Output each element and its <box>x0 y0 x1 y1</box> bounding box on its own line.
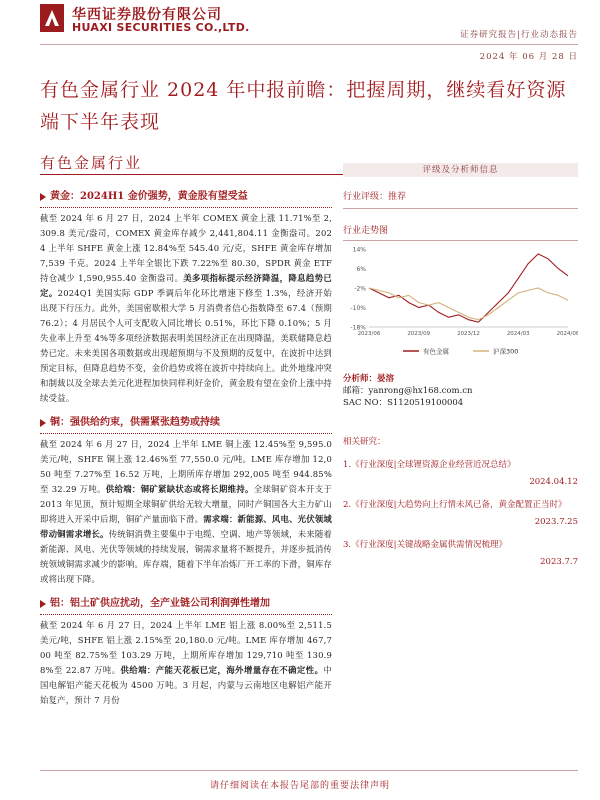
section-heading: 铝：铝土矿供应扰动，全产业链公司利润弹性增加 <box>40 597 332 611</box>
report-title: 有色金属行业 2024 年中报前瞻：把握周期，继续看好资源端下半年表现 <box>40 79 567 133</box>
sidebar-title: 评级及分析师信息 <box>343 163 578 177</box>
x-tick-label: 2024/06 <box>556 331 578 337</box>
y-tick-label: -18% <box>350 324 366 332</box>
main-content <box>40 180 332 708</box>
series-line-1 <box>369 288 568 320</box>
industry-heading: 有色金属行业 <box>40 154 143 172</box>
x-tick-label: 2023/09 <box>407 331 431 337</box>
y-tick-label: -2% <box>354 285 366 293</box>
section-copper <box>40 416 332 587</box>
huaxi-logo-icon <box>40 4 64 32</box>
section-heading: 黄金：2024H1 金价强势，黄金股有望受益 <box>40 190 332 204</box>
related-research-date: 2024.04.12 <box>529 477 578 487</box>
section-aluminum <box>40 597 332 708</box>
trend-chart-svg <box>343 243 578 363</box>
legend-label: 有色金属 <box>423 347 449 356</box>
footer-divider <box>40 770 578 771</box>
analyst-email[interactable]: 邮箱：yanrong@hx168.com.cn <box>343 386 473 396</box>
bullet-arrow-icon <box>40 193 46 201</box>
section-rule <box>40 614 332 615</box>
y-tick-label: -10% <box>350 305 366 312</box>
section-gold <box>40 190 332 406</box>
industry-rating: 行业评级：推荐 <box>343 189 578 209</box>
y-tick-label: 6% <box>356 266 366 273</box>
related-research-title: 相关研究： <box>343 437 386 447</box>
report-type: 证券研究报告|行业动态报告 <box>460 30 578 40</box>
related-research-item[interactable]: 3.《行业深度|关键战略金属供需情况梳理》 <box>343 540 507 550</box>
section-rule <box>40 207 332 208</box>
related-research-date: 2023.7.25 <box>534 517 578 527</box>
analyst-sac: SAC NO：S1120519100004 <box>343 398 464 408</box>
related-research-item[interactable]: 1.《行业深度|全球锂资源企业经营近况总结》 <box>343 460 516 470</box>
header-divider <box>40 44 578 45</box>
section-body: 截至 2024 年 6 月 27 日，2024 上半年 LME 铝上涨 8.00%至 2,511.5 美元/吨，SHFE 铝上涨 2.15%至 20,180.0 元/吨。LME 库存增加 467,700 吨至 82.75%至 103.29 万吨，上期所库存增加 129,710 吨至 130.98%至 22.87 万吨。供给端：产能天花板已定，海外增量存在不确定性。中国电解铝产能天花板为 4500 万吨。3 月起，内蒙与云南地区电解铝产能开始复产，预计 7 月份 <box>40 620 332 705</box>
bullet-arrow-icon <box>40 419 46 427</box>
section-heading: 铜：强供给约束，供需紧张趋势或持续 <box>40 416 332 430</box>
y-tick-label: 14% <box>352 246 366 254</box>
trend-chart-title: 行业走势图 <box>343 223 578 241</box>
sidebar <box>343 163 578 567</box>
company-name-cn: 华西证券股份有限公司 <box>72 7 222 23</box>
legal-notice: 请仔细阅读在本报告尾部的重要法律声明 <box>209 781 390 791</box>
analyst-name: 分析师：晏溶 <box>343 374 395 384</box>
bullet-arrow-icon <box>40 600 46 608</box>
x-tick-label: 2023/12 <box>457 331 480 337</box>
trend-chart <box>343 243 578 363</box>
x-tick-label: 2024/03 <box>506 331 530 337</box>
header <box>0 0 600 40</box>
x-tick-label: 2023/06 <box>357 331 381 337</box>
section-rule <box>40 433 332 434</box>
company-name-en: HUAXI SECURITIES CO.,LTD. <box>72 21 250 34</box>
related-research-item[interactable]: 2.《行业深度|大趋势向上行情未风已备，黄金配置正当时》 <box>343 500 567 510</box>
related-research-date: 2023.7.7 <box>540 557 578 567</box>
report-date: 2024 年 06 月 28 日 <box>479 52 578 62</box>
section-body: 截至 2024 年 6 月 27 日，2024 上半年 LME 铜上涨 12.45%至 9,595.0 美元/吨，SHFE 铜上涨 12.46%至 77,550.0 元/吨。LME 库存增加 12,050 吨至 7.27%至 16.52 万吨，上期所库存增加 292,005 吨至 944.85%至 32.29 万吨。供给端：铜矿紧缺状态或将长期维持。全球铜矿资本开支于 2013 年见顶，预计短期全球铜矿供给无较大增量，同时产铜国各大主力矿山即将进入开采中后期，铜矿产量面临下滑。需求端：新能源、风电、光伏领域带动铜需求增长。传统铜消费主要集中于电缆、空调、地产等领域，未来随着新能源、风电、光伏等领域的持续发展，铜需求量将不断提升，并逐步抵消传统领域铜需求减少的影响。库存端，随着下半年冶炼厂开工率的下滑，铜库存或将出现下降。 <box>40 439 332 584</box>
section-body: 截至 2024 年 6 月 27 日，2024 上半年 COMEX 黄金上涨 11.71%至 2,309.8 美元/盎司，COMEX 黄金库存减少 2,441,804.11 金衡盎司。2024 上半年 SHFE 黄金上涨 12.84%至 545.40 元/克，SHFE 黄金库存增加 7,539 千克。2024 上半年全银比下跌 7.22%至 80.30，SPDR 黄金 ETF 持仓减少 1,590,955.40 金衡盎司。美多项指标提示经济降温，降息趋势已定。2024Q1 美国实际 GDP 季调后年化环比增速下修至 1.3%，经济开始出现下行压力。此外，美国密歇根大学 5 月消费者信心指数降至 67.4（预期 76.2）；4 月居民个人可支配收入同比增长 0.51%，环比下降 0.10%；5 月失业率上升至 4%等多项经济数据表明美国经济正在出现降温，美联储降息趋势已定。未来美国各项数据或出现超预期与不及预期的反复中，在波折中达到预定目标，但降息趋势不变，金价趋势或将在波折中持续向上。此外地缘冲突和制裁以及全球去美元化进程加快同样利好金价，黄金股有望在金价上涨中持续受益。 <box>40 213 332 403</box>
analyst-info <box>343 373 578 409</box>
legend-label: 沪深300 <box>493 347 519 356</box>
